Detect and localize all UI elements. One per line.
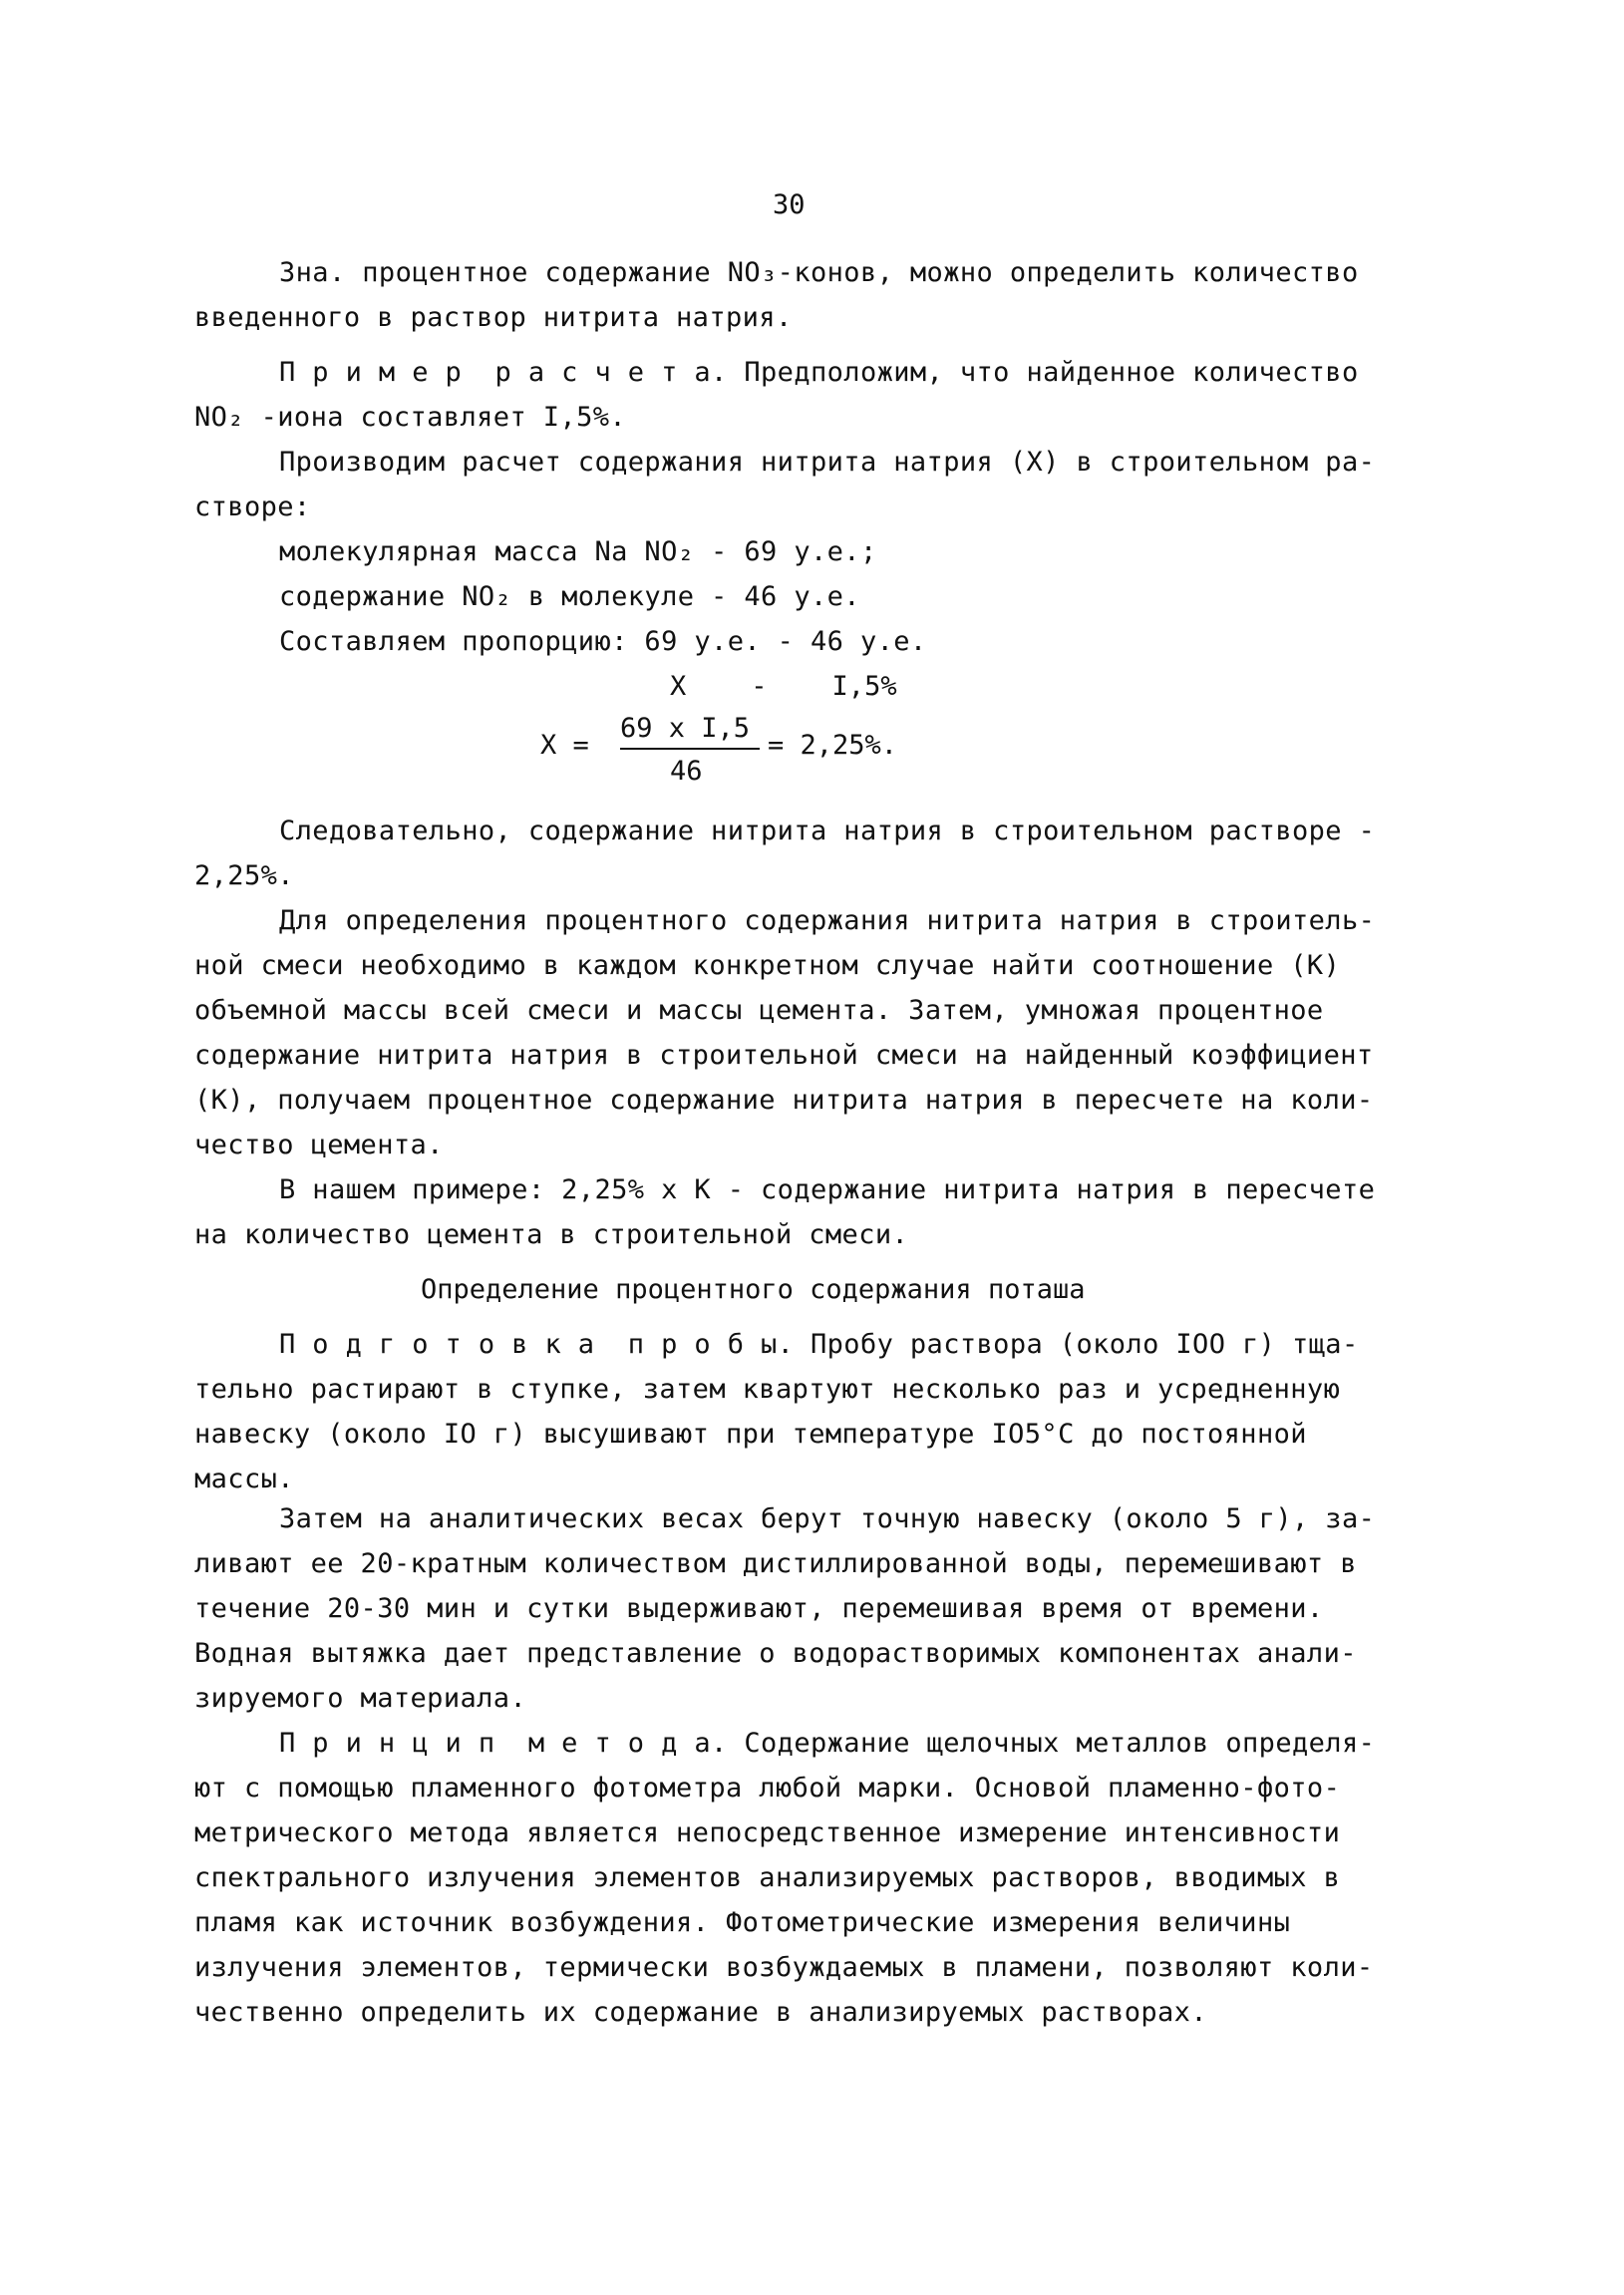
paragraph-line: В нашем примере: 2,25% x K - содержание нитрита натрия в пересчете xyxy=(279,1174,1376,1205)
section-heading: Определение процентного содержания поташа xyxy=(421,1274,1086,1305)
paragraph-line: (K), получаем процентное содержание нитрита натрия в пересчете на коли- xyxy=(194,1085,1374,1116)
paragraph-line: течение 20-30 мин и сутки выдерживают, перемешивая время от времени. xyxy=(194,1593,1324,1624)
calc-line: X - I,5% xyxy=(670,671,897,702)
formula-result: = 2,25%. xyxy=(768,730,898,761)
paragraph-line: Для определения процентного содержания нитрита натрия в строитель- xyxy=(279,905,1376,936)
paragraph-line: пламя как источник возбуждения. Фотометрические измерения величины xyxy=(194,1907,1291,1938)
paragraph-line: ной смеси необходимо в каждом конкретном случае найти соотношение (K) xyxy=(194,950,1341,981)
paragraph-line: введенного в раствор нитрита натрия. xyxy=(194,302,793,333)
paragraph-line: спектрального излучения элементов анализируемых растворов, вводимых в xyxy=(194,1862,1341,1893)
paragraph-line: навеску (около IO г) высушивают при температуре IO5°C до постоянной xyxy=(194,1419,1307,1450)
formula-numerator: 69 x I,5 xyxy=(620,713,751,744)
paragraph-line: излучения элементов, термически возбуждаемых в пламени, позволяют коли- xyxy=(194,1952,1374,1983)
calc-line: молекулярная масса Na NO₂ - 69 у.е.; xyxy=(279,536,877,567)
formula-lhs: X = xyxy=(540,730,589,761)
paragraph-line: Производим расчет содержания нитрита натрия (X) в строительном ра- xyxy=(279,447,1376,478)
paragraph-line: объемной массы всей смеси и массы цемента. Затем, умножая процентное xyxy=(194,995,1324,1026)
page-number: 30 xyxy=(773,189,806,220)
paragraph-line: зируемого материала. xyxy=(194,1683,527,1714)
paragraph-line: чественно определить их содержание в анализируемых растворах. xyxy=(194,1997,1207,2028)
paragraph-line: П р и м е р р а с ч е т а. Предположим, что найденное количество xyxy=(279,357,1359,388)
paragraph-line: на количество цемента в строительной смеси. xyxy=(194,1219,909,1250)
paragraph-line: метрического метода является непосредственное измерение интенсивности xyxy=(194,1817,1341,1848)
paragraph-line: массы. xyxy=(194,1464,294,1494)
calc-line: содержание NO₂ в молекуле - 46 у.е. xyxy=(279,581,860,612)
paragraph-line: чество цемента. xyxy=(194,1130,444,1160)
paragraph-line: П о д г о т о в к а п р о б ы. Пробу раствора (около IOO г) тща- xyxy=(279,1329,1359,1360)
paragraph-line: Следовательно, содержание нитрита натрия в строительном растворе - xyxy=(279,816,1376,846)
paragraph-line: ют с помощью пламенного фотометра любой марки. Основой пламенно-фото- xyxy=(194,1773,1341,1803)
calc-line: Составляем пропорцию: 69 у.е. - 46 у.е. xyxy=(279,626,927,657)
paragraph-line: содержание нитрита натрия в строительной смеси на найденный коэффициент xyxy=(194,1040,1374,1071)
paragraph-line: П р и н ц и п м е т о д а. Содержание щелочных металлов определя- xyxy=(279,1728,1376,1759)
fraction-bar xyxy=(620,748,760,750)
paragraph-line: створе: xyxy=(194,492,311,522)
paragraph-line: Затем на аналитических весах берут точную навеску (около 5 г), за- xyxy=(279,1503,1376,1534)
paragraph-line: ливают ее 20-кратным количеством дистиллированной воды, перемешивают в xyxy=(194,1548,1357,1579)
paragraph-line: Зна. процентное содержание NO₃-конов, можно определить количество xyxy=(279,257,1359,288)
paragraph-line: тельно растирают в ступке, затем квартуют несколько раз и усредненную xyxy=(194,1374,1341,1405)
formula-denominator: 46 xyxy=(670,756,703,787)
paragraph-line: 2,25%. xyxy=(194,860,294,891)
paragraph-line: Водная вытяжка дает представление о водорастворимых компонентах анали- xyxy=(194,1638,1357,1669)
paragraph-line: NO₂ -иона составляет I,5%. xyxy=(194,402,627,433)
